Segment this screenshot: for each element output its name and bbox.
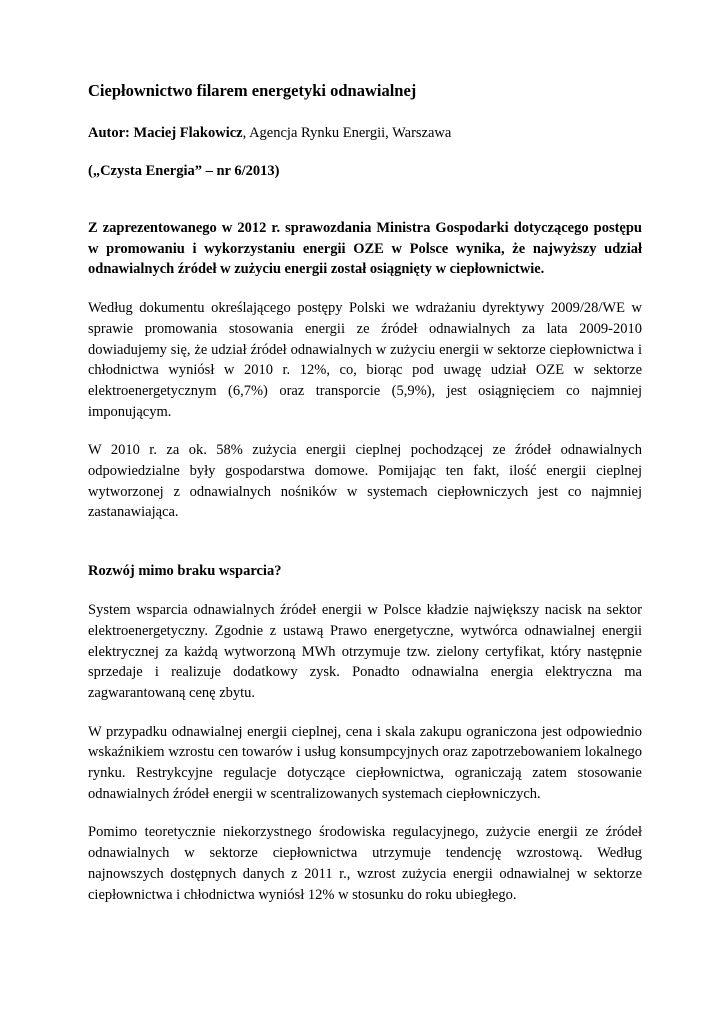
lead-paragraph: Z zaprezentowanego w 2012 r. sprawozdania Ministra Gospodarki dotyczącego postępu w promowaniu i wykorzystaniu energii OZE w Polsce wynika, że najwyższy udział odnawialnych źródeł w zużyciu energii został osiągnięty w ciepłownictwie. (88, 220, 642, 278)
author-line (88, 123, 642, 143)
author-affiliation: , Agencja Rynku Energii, Warszawa (242, 125, 452, 141)
body-paragraph-2: W 2010 r. za ok. 58% zużycia energii cieplnej pochodzącej ze źródeł odnawialnych odpowiedzialne były gospodarstwa domowe. Pomijając ten fakt, ilość energii cieplnej wytworzonej z odnawialnych nośników w systemach ciepłowniczych jest co najmniej zastanawiająca. (88, 442, 642, 521)
source-note: („Czysta Energia” – nr 6/2013) (88, 163, 280, 179)
body-paragraph-4: W przypadku odnawialnej energii cieplnej, cena i skala zakupu ograniczona jest odpowiednio wskaźnikiem wzrostu cen towarów i usług konsumpcyjnych oraz zapotrzebowaniem lokalnego rynku. Restrykcyjne regulacje dotyczące ciepłownictwa, ograniczają zatem stosowanie odnawialnych źródeł energii w scentralizowanych systemach ciepłowniczych. (88, 723, 642, 802)
article-title: Ciepłownictwo filarem energetyki odnawialnej (88, 81, 417, 100)
document-page (88, 80, 642, 905)
author-name: Autor: Maciej Flakowicz (88, 125, 243, 141)
body-paragraph-3: System wsparcia odnawialnych źródeł energii w Polsce kładzie największy nacisk na sektor elektroenergetyczny. Zgodnie z ustawą Prawo energetyczne, wytwórca odnawialnej energii elektrycznej za każdą wytworzoną MWh otrzymuje tzw. zielony certyfikat, który następnie sprzedaje i realizuje dodatkowy zysk. Ponadto odnawialna energia elektryczna ma zagwarantowaną cenę zbytu. (88, 602, 642, 701)
body-paragraph-1: Według dokumentu określającego postępy Polski we wdrażaniu dyrektywy 2009/28/WE w sprawie promowania stosowania energii ze źródeł odnawialnych za lata 2009-2010 dowiadujemy się, że udział źródeł odnawialnych w zużyciu energii w sektorze ciepłownictwa i chłodnictwa wyniósł w 2010 r. 12%, co, biorąc pod uwagę udział OZE w sektorze elektroenergetycznym (6,7%) oraz transporcie (5,9%), jest osiągnięciem co najmniej imponującym. (88, 300, 642, 420)
section-heading: Rozwój mimo braku wsparcia? (88, 563, 282, 580)
body-paragraph-5: Pomimo teoretycznie niekorzystnego środowiska regulacyjnego, zużycie energii ze źródeł odnawialnych w sektorze ciepłownictwa utrzymuje tendencję wzrostową. Według najnowszych dostępnych danych z 2011 r., wzrost zużycia energii odnawialnej w sektorze ciepłownictwa i chłodnictwa wyniósł 12% w stosunku do roku ubiegłego. (88, 824, 642, 903)
